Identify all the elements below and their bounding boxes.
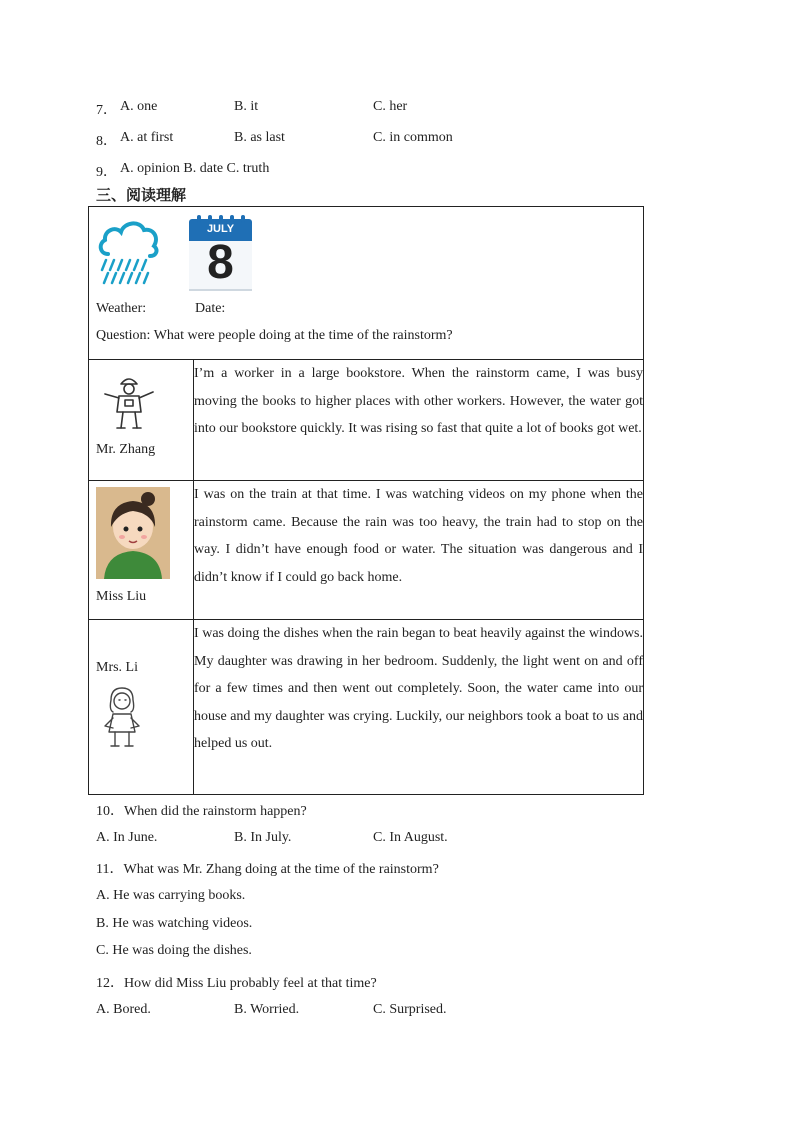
person-cell-li [89,620,194,795]
question-text: Question: What were people doing at the time of the rainstorm? [96,328,453,343]
q7-number: 7． [96,103,117,118]
q11-option-a: A. He was carrying books. [96,888,246,903]
q11-option-b: B. He was watching videos. [96,916,253,931]
person-name-li: Mrs. Li [96,660,138,675]
q11-option-c: C. He was doing the dishes. [96,943,252,958]
q10-option-c: C. In August. [373,830,448,845]
statement-li: I was doing the dishes when the rain began to beat heavily against the windows. My daughter was drawing in her bedroom. Suddenly, the light went on and off for a few times and then went out completely. Soon, the water came into our house and my daughter was crying. Luckily, our neighbors took a boat to us and helped us out. [194,620,644,795]
calendar-day: 8 [207,236,234,289]
q11-stem: 11．What was Mr. Zhang doing at the time of the rainstorm? [96,862,439,877]
q12-stem: 12．How did Miss Liu probably feel at that time? [96,976,377,991]
person-cell-zhang [89,360,194,481]
q7-option-c: C. her [373,99,408,114]
statement-liu: I was on the train at that time. I was watching videos on my phone when the rainstorm came. Because the rain was too heavy, the train had to stop on the way. I didn’t have enough food or water. The situation was dangerous and I didn’t know if I could go back home. [194,481,644,620]
statement-zhang: I’m a worker in a large bookstore. When the rainstorm came, I was busy moving the books to higher places with other workers. However, the water got into our bookstore quickly. It was rising so fast that quite a lot of books got wet. [194,360,644,481]
q12-option-b: B. Worried. [234,1002,300,1017]
q12-option-a: A. Bored. [96,1002,151,1017]
person-cell-liu [89,481,194,620]
calendar-month: JULY [206,223,235,235]
q7-option-a: A. one [120,99,158,114]
q12-option-c: C. Surprised. [373,1002,447,1017]
header-cell [89,207,644,360]
q9-number: 9． [96,165,117,180]
q8-option-c: C. in common [373,130,453,145]
q8-option-a: A. at first [120,130,174,145]
q8-option-b: B. as last [234,130,285,145]
q10-stem: 10．When did the rainstorm happen? [96,804,307,819]
girl-portrait [96,487,170,579]
person-name-zhang: Mr. Zhang [96,442,156,457]
woman-sketch-icon [97,686,147,750]
q7-option-b: B. it [234,99,259,114]
person-name-liu: Miss Liu [96,589,147,604]
section-title: 三、阅读理解 [96,186,187,204]
date-label: Date: [195,301,226,316]
q10-option-a: A. In June. [96,830,158,845]
q9-options: A. opinion B. date C. truth [120,161,270,176]
q10-option-b: B. In July. [234,830,292,845]
reading-table [88,206,644,795]
weather-label: Weather: [96,301,147,316]
calendar-icon [189,215,252,289]
worker-icon [97,372,161,432]
rain-cloud-icon [96,216,160,288]
q8-number: 8． [96,134,117,149]
